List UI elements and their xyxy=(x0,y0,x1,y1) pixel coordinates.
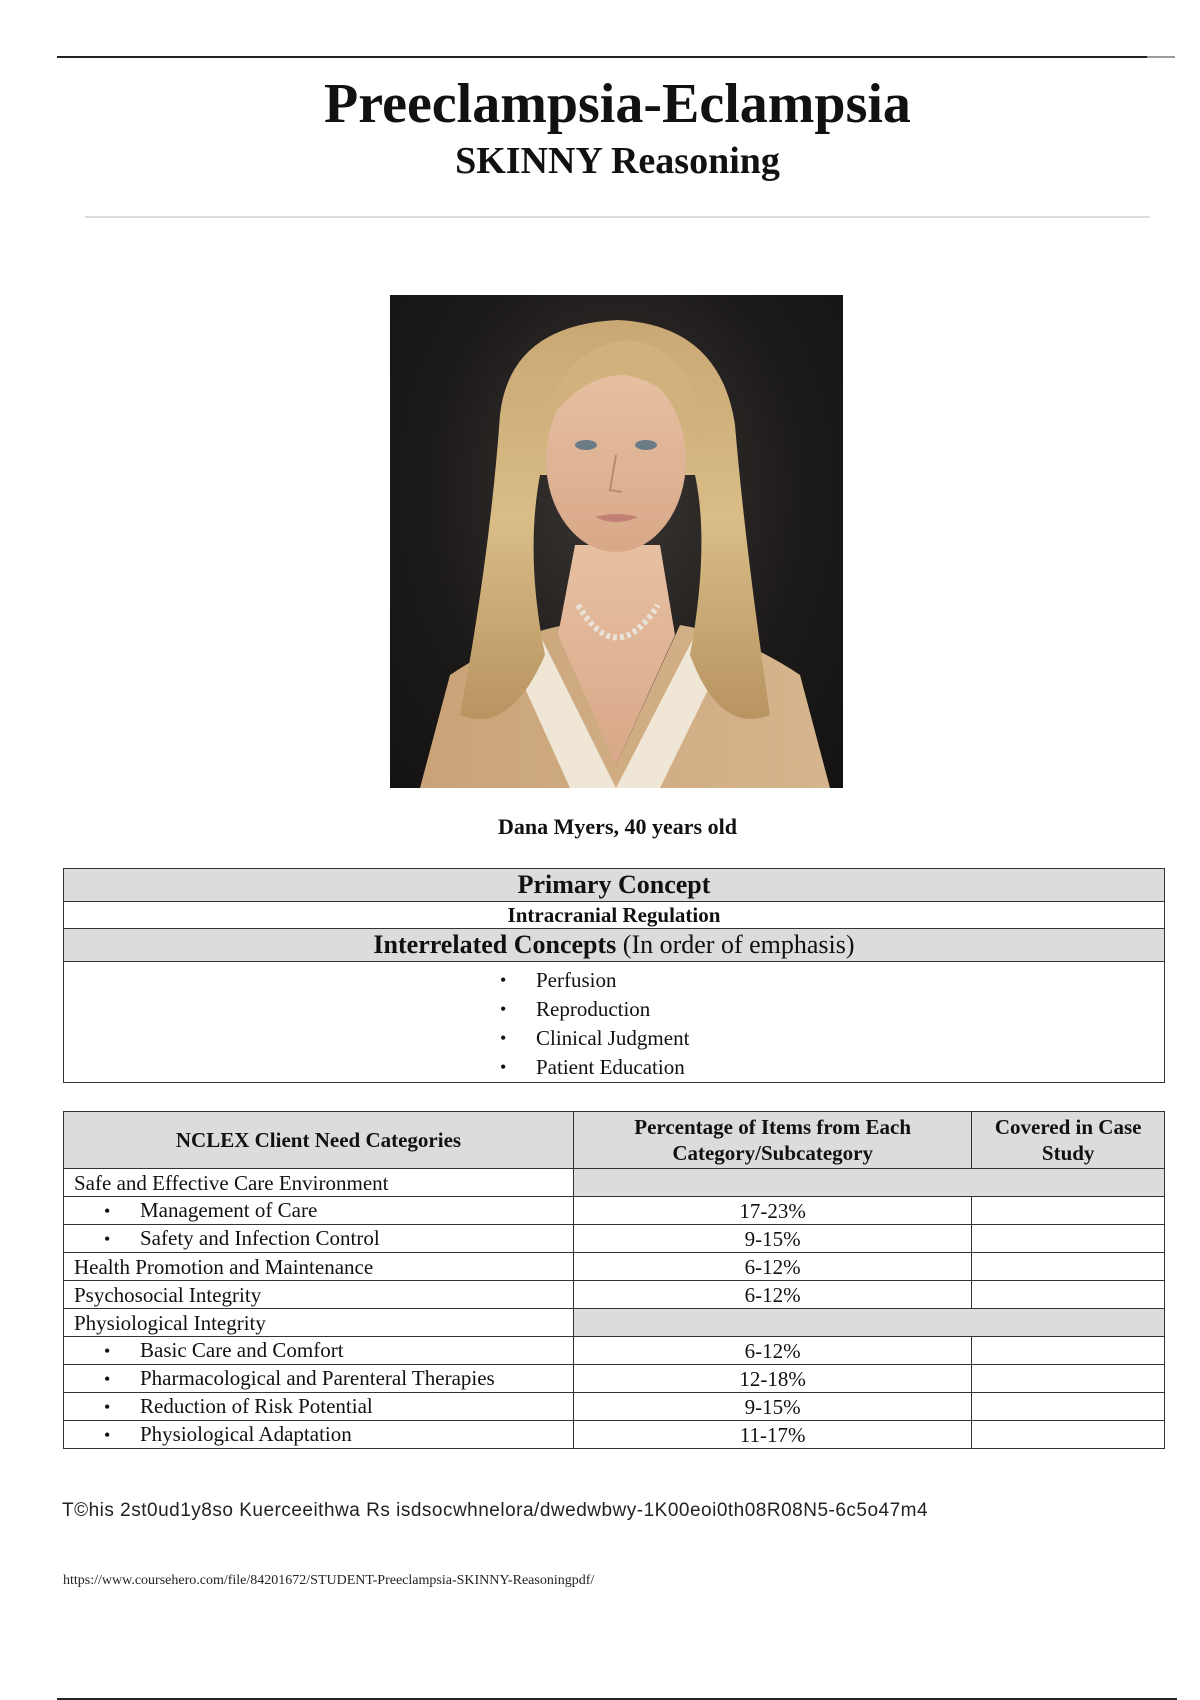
percentage-cell: 11-17% xyxy=(573,1421,971,1449)
table-row xyxy=(64,1197,1165,1225)
interrelated-heading-rest: (In order of emphasis) xyxy=(616,930,855,959)
bullet-icon: • xyxy=(500,1057,507,1077)
nclex-header-covered: Covered in Case Study xyxy=(972,1112,1165,1169)
category-label: Physiological Integrity xyxy=(64,1309,574,1337)
list-item xyxy=(500,966,1164,995)
covered-cell[interactable] xyxy=(972,1253,1165,1281)
category-shaded-cell xyxy=(573,1309,1164,1337)
interrelated-concepts-heading xyxy=(64,929,1165,962)
bullet-icon: • xyxy=(104,1229,111,1249)
percentage-cell: 6-12% xyxy=(573,1281,971,1309)
primary-concept-value: Intracranial Regulation xyxy=(64,902,1165,929)
category-label: Health Promotion and Maintenance xyxy=(64,1253,574,1281)
subcategory-cell xyxy=(64,1365,574,1393)
list-item-label: Perfusion xyxy=(536,968,617,992)
percentage-cell: 17-23% xyxy=(573,1197,971,1225)
table-row xyxy=(64,1225,1165,1253)
table-row xyxy=(64,1169,1165,1197)
list-item-label: Clinical Judgment xyxy=(536,1026,690,1050)
patient-caption: Dana Myers, 40 years old xyxy=(498,814,737,839)
list-item-label: Reproduction xyxy=(536,997,651,1021)
covered-cell[interactable] xyxy=(972,1393,1165,1421)
primary-concept-heading: Primary Concept xyxy=(64,869,1165,902)
bullet-icon: • xyxy=(500,970,507,990)
top-rule xyxy=(57,56,1147,58)
patient-photo xyxy=(390,295,843,788)
category-label: Safe and Effective Care Environment xyxy=(64,1169,574,1197)
category-label: Psychosocial Integrity xyxy=(64,1281,574,1309)
percentage-cell: 6-12% xyxy=(573,1253,971,1281)
category-shaded-cell xyxy=(573,1169,1164,1197)
subcategory-label: Physiological Adaptation xyxy=(140,1422,352,1446)
table-row xyxy=(64,1337,1165,1365)
interrelated-heading-bold: Interrelated Concepts xyxy=(373,930,617,959)
watermark-text: T©his 2st0ud1y8so Kuerceeithwa Rs isdsocwhnelora/dwedwbwy-1K00eoi0th08R08N5-6c5o47m4 xyxy=(62,1500,929,1521)
bullet-icon: • xyxy=(104,1201,111,1221)
subcategory-label: Reduction of Risk Potential xyxy=(140,1394,373,1418)
subcategory-cell xyxy=(64,1225,574,1253)
subcategory-label: Basic Care and Comfort xyxy=(140,1338,344,1362)
subcategory-cell xyxy=(64,1393,574,1421)
nclex-table xyxy=(63,1111,1165,1449)
percentage-cell: 9-15% xyxy=(573,1225,971,1253)
nclex-header-categories: NCLEX Client Need Categories xyxy=(64,1112,574,1169)
table-row xyxy=(64,1309,1165,1337)
covered-cell[interactable] xyxy=(972,1225,1165,1253)
list-item-label: Patient Education xyxy=(536,1055,685,1079)
bullet-icon: • xyxy=(500,1028,507,1048)
covered-cell[interactable] xyxy=(972,1337,1165,1365)
table-row xyxy=(64,1281,1165,1309)
nclex-header-percentage: Percentage of Items from Each Category/Subcategory xyxy=(573,1112,971,1169)
subcategory-label: Safety and Infection Control xyxy=(140,1226,380,1250)
table-row xyxy=(64,1393,1165,1421)
percentage-cell: 6-12% xyxy=(573,1337,971,1365)
bullet-icon: • xyxy=(104,1341,111,1361)
document-title: Preeclampsia-Eclampsia xyxy=(324,73,911,135)
percentage-cell: 12-18% xyxy=(573,1365,971,1393)
list-item xyxy=(500,1024,1164,1053)
subcategory-label: Management of Care xyxy=(140,1198,318,1222)
interrelated-list xyxy=(64,966,1164,1082)
concept-table xyxy=(63,868,1165,1083)
table-row xyxy=(64,1421,1165,1449)
covered-cell[interactable] xyxy=(972,1365,1165,1393)
table-row xyxy=(64,1365,1165,1393)
covered-cell[interactable] xyxy=(972,1281,1165,1309)
document-subtitle: SKINNY Reasoning xyxy=(455,140,780,182)
percentage-cell: 9-15% xyxy=(573,1393,971,1421)
subcategory-label: Pharmacological and Parenteral Therapies xyxy=(140,1366,495,1390)
covered-cell[interactable] xyxy=(972,1421,1165,1449)
subtitle-rule xyxy=(85,216,1150,218)
table-row xyxy=(64,1253,1165,1281)
bullet-icon: • xyxy=(104,1425,111,1445)
top-rule-tail xyxy=(1147,56,1175,58)
bullet-icon: • xyxy=(104,1397,111,1417)
bullet-icon: • xyxy=(500,999,507,1019)
subcategory-cell xyxy=(64,1337,574,1365)
list-item xyxy=(500,1053,1164,1082)
bullet-icon: • xyxy=(104,1369,111,1389)
covered-cell[interactable] xyxy=(972,1197,1165,1225)
list-item xyxy=(500,995,1164,1024)
subcategory-cell xyxy=(64,1197,574,1225)
source-url[interactable]: https://www.coursehero.com/file/84201672/STUDENT-Preeclampsia-SKINNY-Reasoningpdf/ xyxy=(63,1573,595,1588)
interrelated-list-cell xyxy=(64,962,1165,1083)
subcategory-cell xyxy=(64,1421,574,1449)
